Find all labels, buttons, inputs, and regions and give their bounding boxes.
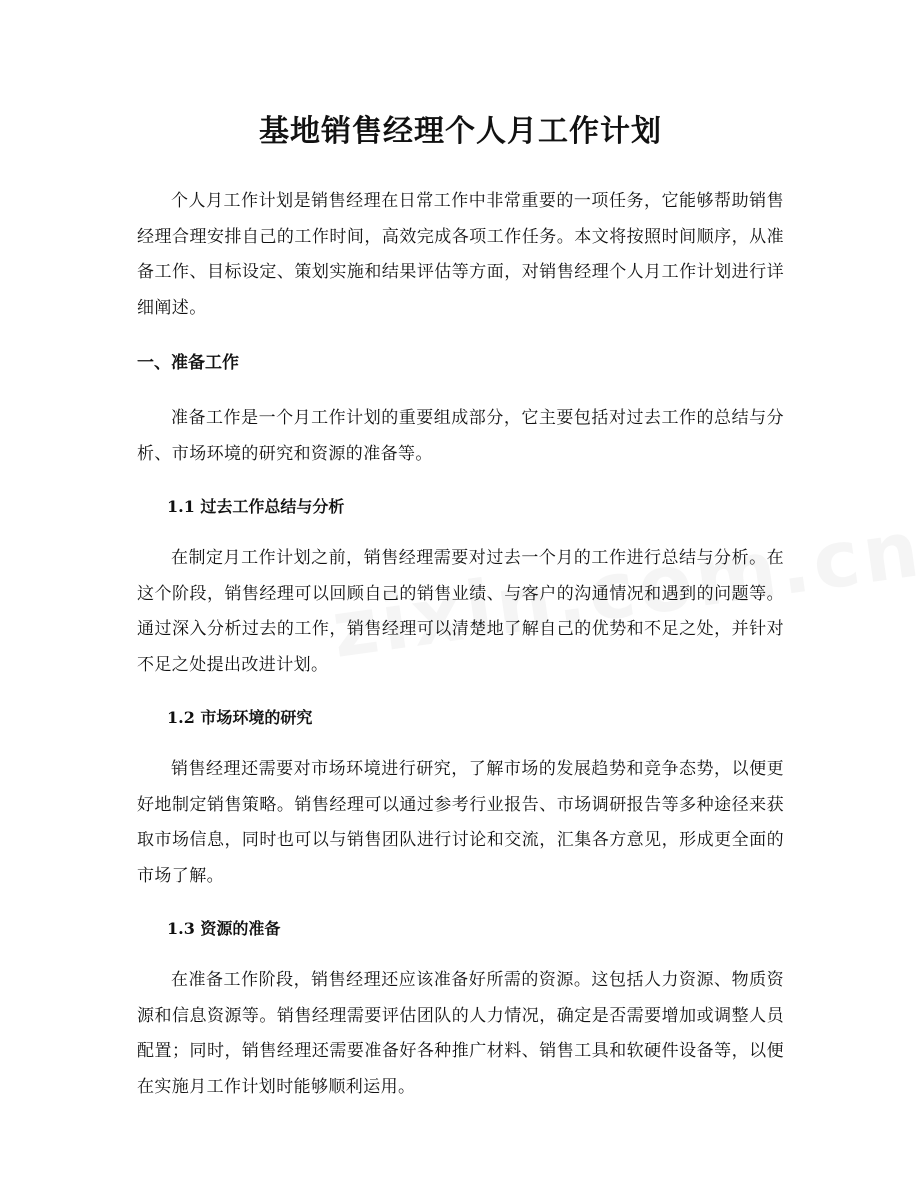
subsection-body-market: 销售经理还需要对市场环境进行研究，了解市场的发展趋势和竞争态势，以便更好地制定销售策略。销售经理可以通过参考行业报告、市场调研报告等多种途径来获取市场信息，同时也可以与销售团队进行讨论和交流，汇集各方意见，形成更全面的市场了解。 [137, 759, 784, 886]
subsection-body-resources: 在准备工作阶段，销售经理还应该准备好所需的资源。这包括人力资源、物质资源和信息资源等。销售经理需要评估团队的人力情况，确定是否需要增加或调整人员配置；同时，销售经理还需要准备好各种推广材料、销售工具和软硬件设备等，以便在实施月工作计划时能够顺利运用。 [137, 970, 784, 1097]
spacer [137, 381, 784, 401]
subsection-heading-resources: 1.3 资源的准备 [167, 919, 281, 938]
section-intro-paragraph: 准备工作是一个月工作计划的重要组成部分，它主要包括对过去工作的总结与分析、市场环境的研究和资源的准备等。 [137, 408, 784, 464]
page-title: 基地销售经理个人月工作计划 [259, 114, 662, 149]
spacer [137, 946, 784, 963]
spacer [137, 524, 784, 541]
spacer [137, 472, 784, 489]
spacer [137, 894, 784, 911]
intro-paragraph: 个人月工作计划是销售经理在日常工作中非常重要的一项任务，它能够帮助销售经理合理安排自己的工作时间，高效完成各项工作任务。本文将按照时间顺序，从准备工作、目标设定、策划实施和结果评估等方面，对销售经理个人月工作计划进行详细阐述。 [137, 191, 784, 318]
spacer [137, 158, 784, 184]
spacer [137, 735, 784, 752]
spacer [137, 683, 784, 700]
subsection-heading-market: 1.2 市场环境的研究 [167, 708, 313, 727]
subsection-body-past-work: 在制定月工作计划之前，销售经理需要对过去一个月的工作进行总结与分析。在这个阶段，销售经理可以回顾自己的销售业绩、与客户的沟通情况和遇到的问题等。通过深入分析过去的工作，销售经理可以清楚地了解自己的优势和不足之处，并针对不足之处提出改进计划。 [137, 548, 784, 675]
section-heading-preparation: 一、准备工作 [137, 353, 239, 373]
spacer [137, 326, 784, 346]
subsection-heading-past-work: 1.1 过去工作总结与分析 [167, 497, 345, 516]
